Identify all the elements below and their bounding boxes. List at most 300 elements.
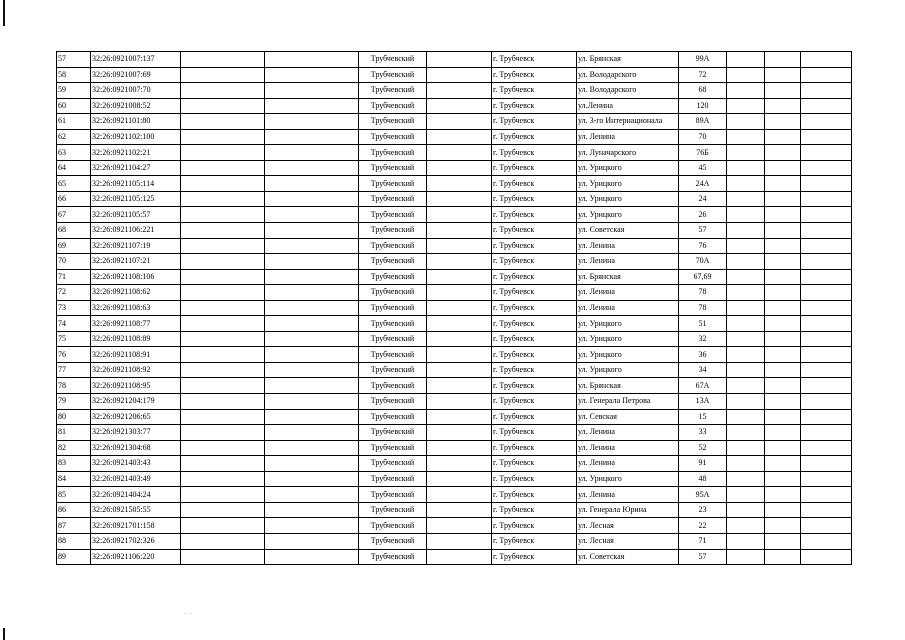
house-number-cell: 26	[679, 207, 727, 223]
district-cell: Трубчевский	[359, 83, 427, 99]
house-number-cell: 91	[679, 456, 727, 472]
street-cell: ул. Ленина	[577, 456, 679, 472]
empty-cell	[765, 285, 801, 301]
street-cell: ул. Урицкого	[577, 362, 679, 378]
street-cell: ул. Урицкого	[577, 176, 679, 192]
table-row	[57, 52, 852, 68]
street-cell: ул. Ленина	[577, 238, 679, 254]
empty-cell	[181, 394, 265, 410]
empty-cell	[181, 502, 265, 518]
empty-cell	[765, 191, 801, 207]
house-number-cell: 36	[679, 347, 727, 363]
empty-cell	[181, 409, 265, 425]
cadastral-number-cell: 32:26:0921106:220	[91, 549, 181, 565]
empty-cell	[427, 114, 492, 130]
empty-cell	[765, 83, 801, 99]
row-number-cell: 59	[57, 83, 91, 99]
row-number-cell: 65	[57, 176, 91, 192]
house-number-cell: 76	[679, 238, 727, 254]
district-cell: Трубчевский	[359, 425, 427, 441]
row-number-cell: 85	[57, 487, 91, 503]
empty-cell	[727, 98, 765, 114]
city-cell: г. Трубчевск	[492, 518, 577, 534]
table-row	[57, 347, 852, 363]
empty-cell	[801, 331, 852, 347]
street-cell: ул. Советская	[577, 223, 679, 239]
street-cell: ул. Урицкого	[577, 207, 679, 223]
city-cell: г. Трубчевск	[492, 471, 577, 487]
empty-cell	[181, 425, 265, 441]
table-row	[57, 238, 852, 254]
district-cell: Трубчевский	[359, 518, 427, 534]
empty-cell	[765, 362, 801, 378]
street-cell: ул. Ленина	[577, 285, 679, 301]
city-cell: г. Трубчевск	[492, 254, 577, 270]
empty-cell	[765, 207, 801, 223]
empty-cell	[181, 456, 265, 472]
empty-cell	[765, 129, 801, 145]
empty-cell	[765, 254, 801, 270]
house-number-cell: 76Б	[679, 145, 727, 161]
empty-cell	[427, 145, 492, 161]
house-number-cell: 52	[679, 440, 727, 456]
empty-cell	[801, 549, 852, 565]
empty-cell	[801, 316, 852, 332]
empty-cell	[765, 533, 801, 549]
district-cell: Трубчевский	[359, 129, 427, 145]
empty-cell	[427, 300, 492, 316]
cadastral-number-cell: 32:26:0921505:55	[91, 502, 181, 518]
street-cell: ул. Луначарского	[577, 145, 679, 161]
row-number-cell: 71	[57, 269, 91, 285]
empty-cell	[801, 300, 852, 316]
house-number-cell: 13А	[679, 394, 727, 410]
row-number-cell: 77	[57, 362, 91, 378]
empty-cell	[727, 440, 765, 456]
cadastral-number-cell: 32:26:0921105:114	[91, 176, 181, 192]
empty-cell	[765, 52, 801, 68]
empty-cell	[265, 549, 359, 565]
row-number-cell: 87	[57, 518, 91, 534]
table-row	[57, 176, 852, 192]
table-row	[57, 440, 852, 456]
table-row	[57, 425, 852, 441]
row-number-cell: 74	[57, 316, 91, 332]
district-cell: Трубчевский	[359, 533, 427, 549]
district-cell: Трубчевский	[359, 440, 427, 456]
empty-cell	[727, 145, 765, 161]
empty-cell	[727, 533, 765, 549]
empty-cell	[265, 347, 359, 363]
empty-cell	[265, 191, 359, 207]
street-cell: ул. Урицкого	[577, 191, 679, 207]
empty-cell	[427, 549, 492, 565]
empty-cell	[801, 98, 852, 114]
empty-cell	[801, 83, 852, 99]
empty-cell	[181, 223, 265, 239]
empty-cell	[727, 331, 765, 347]
empty-cell	[265, 409, 359, 425]
cadastral-number-cell: 32:26:0921108:77	[91, 316, 181, 332]
house-number-cell: 95А	[679, 487, 727, 503]
street-cell: ул. Генерала Юрина	[577, 502, 679, 518]
table-row	[57, 409, 852, 425]
empty-cell	[727, 502, 765, 518]
house-number-cell: 71	[679, 533, 727, 549]
empty-cell	[765, 238, 801, 254]
row-number-cell: 64	[57, 160, 91, 176]
district-cell: Трубчевский	[359, 114, 427, 130]
empty-cell	[427, 487, 492, 503]
empty-cell	[265, 533, 359, 549]
city-cell: г. Трубчевск	[492, 300, 577, 316]
empty-cell	[265, 67, 359, 83]
district-cell: Трубчевский	[359, 409, 427, 425]
house-number-cell: 72	[679, 67, 727, 83]
empty-cell	[801, 487, 852, 503]
city-cell: г. Трубчевск	[492, 223, 577, 239]
table-row	[57, 316, 852, 332]
house-number-cell: 70	[679, 129, 727, 145]
empty-cell	[727, 67, 765, 83]
empty-cell	[181, 98, 265, 114]
street-cell: ул. Брянская	[577, 269, 679, 285]
empty-cell	[427, 98, 492, 114]
city-cell: г. Трубчевск	[492, 394, 577, 410]
table-row	[57, 207, 852, 223]
district-cell: Трубчевский	[359, 285, 427, 301]
empty-cell	[765, 518, 801, 534]
empty-cell	[765, 176, 801, 192]
empty-cell	[265, 145, 359, 161]
house-number-cell: 57	[679, 549, 727, 565]
empty-cell	[427, 269, 492, 285]
empty-cell	[181, 145, 265, 161]
empty-cell	[427, 129, 492, 145]
cadastral-number-cell: 32:26:0921104:27	[91, 160, 181, 176]
row-number-cell: 70	[57, 254, 91, 270]
empty-cell	[265, 83, 359, 99]
district-cell: Трубчевский	[359, 52, 427, 68]
empty-cell	[265, 207, 359, 223]
empty-cell	[265, 456, 359, 472]
row-number-cell: 69	[57, 238, 91, 254]
empty-cell	[801, 440, 852, 456]
house-number-cell: 70А	[679, 254, 727, 270]
empty-cell	[727, 471, 765, 487]
empty-cell	[765, 98, 801, 114]
empty-cell	[801, 145, 852, 161]
row-number-cell: 88	[57, 533, 91, 549]
house-number-cell: 67,69	[679, 269, 727, 285]
empty-cell	[801, 471, 852, 487]
empty-cell	[765, 502, 801, 518]
district-cell: Трубчевский	[359, 254, 427, 270]
empty-cell	[427, 52, 492, 68]
empty-cell	[801, 394, 852, 410]
table-row	[57, 533, 852, 549]
empty-cell	[427, 83, 492, 99]
empty-cell	[427, 160, 492, 176]
empty-cell	[265, 254, 359, 270]
empty-cell	[265, 471, 359, 487]
table-row	[57, 300, 852, 316]
empty-cell	[181, 533, 265, 549]
empty-cell	[801, 285, 852, 301]
empty-cell	[765, 487, 801, 503]
empty-cell	[765, 456, 801, 472]
district-cell: Трубчевский	[359, 145, 427, 161]
cadastral-number-cell: 32:26:0921108:91	[91, 347, 181, 363]
table-row	[57, 549, 852, 565]
street-cell: ул. Севская	[577, 409, 679, 425]
empty-cell	[427, 238, 492, 254]
street-cell: ул. Урицкого	[577, 160, 679, 176]
cadastral-number-cell: 32:26:0921204:179	[91, 394, 181, 410]
empty-cell	[727, 487, 765, 503]
cadastral-number-cell: 32:26:0921303:77	[91, 425, 181, 441]
empty-cell	[181, 176, 265, 192]
empty-cell	[265, 129, 359, 145]
city-cell: г. Трубчевск	[492, 456, 577, 472]
district-cell: Трубчевский	[359, 378, 427, 394]
table-row	[57, 471, 852, 487]
district-cell: Трубчевский	[359, 207, 427, 223]
table-row	[57, 331, 852, 347]
table-row	[57, 83, 852, 99]
house-number-cell: 24	[679, 191, 727, 207]
empty-cell	[265, 285, 359, 301]
empty-cell	[801, 378, 852, 394]
city-cell: г. Трубчевск	[492, 160, 577, 176]
city-cell: г. Трубчевск	[492, 533, 577, 549]
empty-cell	[427, 316, 492, 332]
city-cell: г. Трубчевск	[492, 207, 577, 223]
empty-cell	[727, 362, 765, 378]
table-row	[57, 191, 852, 207]
city-cell: г. Трубчевск	[492, 191, 577, 207]
cadastral-number-cell: 32:26:0921702:326	[91, 533, 181, 549]
empty-cell	[727, 83, 765, 99]
empty-cell	[765, 145, 801, 161]
street-cell: ул. Урицкого	[577, 316, 679, 332]
city-cell: г. Трубчевск	[492, 316, 577, 332]
table-row	[57, 67, 852, 83]
empty-cell	[727, 176, 765, 192]
row-number-cell: 63	[57, 145, 91, 161]
empty-cell	[801, 67, 852, 83]
city-cell: г. Трубчевск	[492, 176, 577, 192]
empty-cell	[727, 254, 765, 270]
empty-cell	[265, 223, 359, 239]
empty-cell	[265, 331, 359, 347]
empty-cell	[765, 378, 801, 394]
house-number-cell: 24А	[679, 176, 727, 192]
empty-cell	[801, 176, 852, 192]
table-body	[57, 52, 852, 565]
row-number-cell: 57	[57, 52, 91, 68]
district-cell: Трубчевский	[359, 176, 427, 192]
city-cell: г. Трубчевск	[492, 98, 577, 114]
empty-cell	[727, 316, 765, 332]
empty-cell	[727, 160, 765, 176]
district-cell: Трубчевский	[359, 160, 427, 176]
table-row	[57, 145, 852, 161]
row-number-cell: 89	[57, 549, 91, 565]
empty-cell	[801, 52, 852, 68]
cadastral-number-cell: 32:26:0921404:24	[91, 487, 181, 503]
cadastral-number-cell: 32:26:0921102:100	[91, 129, 181, 145]
empty-cell	[765, 67, 801, 83]
empty-cell	[765, 409, 801, 425]
empty-cell	[801, 347, 852, 363]
district-cell: Трубчевский	[359, 331, 427, 347]
empty-cell	[801, 207, 852, 223]
empty-cell	[727, 378, 765, 394]
empty-cell	[727, 52, 765, 68]
city-cell: г. Трубчевск	[492, 331, 577, 347]
house-number-cell: 120	[679, 98, 727, 114]
empty-cell	[181, 207, 265, 223]
table-row	[57, 254, 852, 270]
empty-cell	[801, 269, 852, 285]
empty-cell	[427, 471, 492, 487]
empty-cell	[427, 331, 492, 347]
cadastral-number-cell: 32:26:0921107:21	[91, 254, 181, 270]
district-cell: Трубчевский	[359, 223, 427, 239]
empty-cell	[727, 191, 765, 207]
row-number-cell: 83	[57, 456, 91, 472]
district-cell: Трубчевский	[359, 191, 427, 207]
table-row	[57, 362, 852, 378]
cadastral-number-cell: 32:26:0921108:92	[91, 362, 181, 378]
cadastral-number-cell: 32:26:0921105:57	[91, 207, 181, 223]
city-cell: г. Трубчевск	[492, 269, 577, 285]
street-cell: ул. Ленина	[577, 300, 679, 316]
row-number-cell: 81	[57, 425, 91, 441]
empty-cell	[181, 52, 265, 68]
empty-cell	[727, 129, 765, 145]
empty-cell	[765, 347, 801, 363]
empty-cell	[181, 331, 265, 347]
district-cell: Трубчевский	[359, 502, 427, 518]
row-number-cell: 68	[57, 223, 91, 239]
empty-cell	[181, 191, 265, 207]
street-cell: ул.Ленина	[577, 98, 679, 114]
city-cell: г. Трубчевск	[492, 502, 577, 518]
house-number-cell: 89А	[679, 114, 727, 130]
empty-cell	[727, 425, 765, 441]
empty-cell	[181, 285, 265, 301]
city-cell: г. Трубчевск	[492, 409, 577, 425]
table-row	[57, 98, 852, 114]
city-cell: г. Трубчевск	[492, 362, 577, 378]
empty-cell	[765, 114, 801, 130]
district-cell: Трубчевский	[359, 394, 427, 410]
cadastral-number-cell: 32:26:0921403:43	[91, 456, 181, 472]
empty-cell	[765, 471, 801, 487]
empty-cell	[427, 207, 492, 223]
empty-cell	[265, 316, 359, 332]
cadastral-number-cell: 32:26:0921108:62	[91, 285, 181, 301]
empty-cell	[265, 176, 359, 192]
district-cell: Трубчевский	[359, 67, 427, 83]
row-number-cell: 61	[57, 114, 91, 130]
cadastral-number-cell: 32:26:0921108:63	[91, 300, 181, 316]
empty-cell	[727, 456, 765, 472]
cadastral-number-cell: 32:26:0921108:95	[91, 378, 181, 394]
empty-cell	[427, 425, 492, 441]
empty-cell	[427, 67, 492, 83]
empty-cell	[181, 254, 265, 270]
empty-cell	[181, 83, 265, 99]
empty-cell	[181, 362, 265, 378]
cadastral-number-cell: 32:26:0921101:80	[91, 114, 181, 130]
empty-cell	[801, 425, 852, 441]
cadastral-number-cell: 32:26:0921008:52	[91, 98, 181, 114]
empty-cell	[765, 160, 801, 176]
empty-cell	[801, 533, 852, 549]
city-cell: г. Трубчевск	[492, 378, 577, 394]
row-number-cell: 60	[57, 98, 91, 114]
cadastral-number-cell: 32:26:0921102:21	[91, 145, 181, 161]
empty-cell	[727, 518, 765, 534]
empty-cell	[181, 471, 265, 487]
cadastral-number-cell: 32:26:0921007:69	[91, 67, 181, 83]
empty-cell	[427, 394, 492, 410]
house-number-cell: 45	[679, 160, 727, 176]
house-number-cell: 22	[679, 518, 727, 534]
empty-cell	[765, 316, 801, 332]
row-number-cell: 82	[57, 440, 91, 456]
empty-cell	[801, 409, 852, 425]
empty-cell	[265, 98, 359, 114]
empty-cell	[801, 160, 852, 176]
cadastral-number-cell: 32:26:0921106:221	[91, 223, 181, 239]
empty-cell	[265, 440, 359, 456]
house-number-cell: 68	[679, 83, 727, 99]
city-cell: г. Трубчевск	[492, 52, 577, 68]
table-row	[57, 394, 852, 410]
empty-cell	[727, 347, 765, 363]
empty-cell	[265, 425, 359, 441]
row-number-cell: 84	[57, 471, 91, 487]
street-cell: ул. Урицкого	[577, 331, 679, 347]
empty-cell	[427, 409, 492, 425]
table-row	[57, 456, 852, 472]
table-row	[57, 223, 852, 239]
district-cell: Трубчевский	[359, 238, 427, 254]
empty-cell	[727, 114, 765, 130]
row-number-cell: 72	[57, 285, 91, 301]
empty-cell	[801, 362, 852, 378]
row-number-cell: 76	[57, 347, 91, 363]
district-cell: Трубчевский	[359, 362, 427, 378]
cadastral-register-table	[56, 51, 852, 565]
empty-cell	[265, 518, 359, 534]
district-cell: Трубчевский	[359, 456, 427, 472]
empty-cell	[265, 238, 359, 254]
empty-cell	[265, 502, 359, 518]
cadastral-number-cell: 32:26:0921007:137	[91, 52, 181, 68]
street-cell: ул. Брянская	[577, 378, 679, 394]
house-number-cell: 48	[679, 471, 727, 487]
empty-cell	[181, 238, 265, 254]
empty-cell	[727, 223, 765, 239]
cadastral-number-cell: 32:26:0921403:49	[91, 471, 181, 487]
district-cell: Трубчевский	[359, 471, 427, 487]
cadastral-number-cell: 32:26:0921304:68	[91, 440, 181, 456]
